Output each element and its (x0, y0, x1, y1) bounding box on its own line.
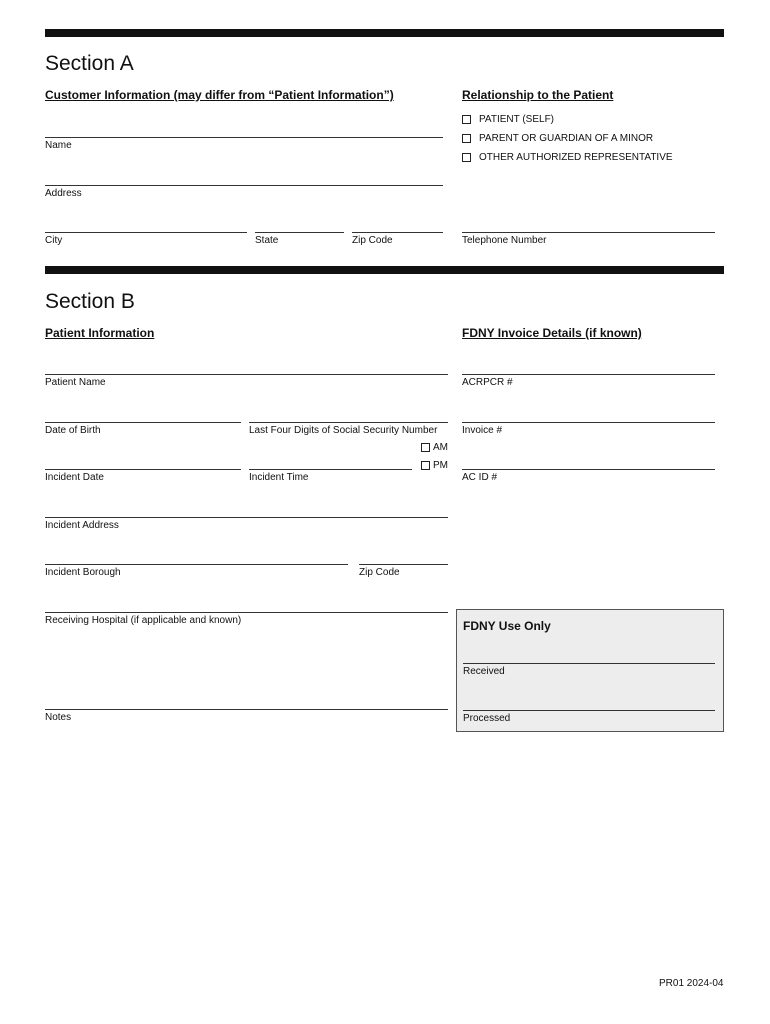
field-label: Receiving Hospital (if applicable and known) (45, 615, 242, 626)
checkbox-icon[interactable] (421, 461, 430, 470)
section-b-top-rule (45, 266, 724, 274)
field-label: AC ID # (462, 472, 498, 483)
ssn-last-four-field[interactable] (249, 422, 448, 436)
fdny-use-only-title: FDNY Use Only (463, 619, 551, 633)
customer-info-heading: Customer Information (may differ from “Patient Information”) (45, 88, 394, 102)
input-line[interactable] (45, 185, 443, 186)
am-checkbox-option[interactable] (421, 442, 448, 453)
incident-address-field[interactable] (45, 517, 448, 531)
form-code: PR01 2024-04 (659, 978, 724, 989)
checkbox-icon[interactable] (462, 134, 471, 143)
field-label: Last Four Digits of Social Security Number (249, 425, 438, 436)
field-label: Address (45, 188, 82, 199)
field-label: Zip Code (352, 235, 393, 246)
input-line[interactable] (462, 232, 715, 233)
input-line[interactable] (249, 469, 412, 470)
customer-name-field[interactable] (45, 137, 443, 151)
field-label: Zip Code (359, 567, 400, 578)
input-line[interactable] (45, 422, 241, 423)
relationship-option-label: OTHER AUTHORIZED REPRESENTATIVE (479, 152, 673, 163)
field-label: Received (463, 666, 505, 677)
field-label: State (255, 235, 279, 246)
field-label: Incident Borough (45, 567, 121, 578)
pm-checkbox-option[interactable] (421, 460, 448, 471)
relationship-option-parent-guardian[interactable] (462, 133, 653, 144)
pm-label: PM (433, 460, 448, 471)
checkbox-icon[interactable] (462, 153, 471, 162)
input-line[interactable] (462, 422, 715, 423)
input-line[interactable] (45, 564, 348, 565)
input-line[interactable] (255, 232, 344, 233)
customer-telephone-field[interactable] (462, 232, 715, 246)
acrpcr-field[interactable] (462, 374, 715, 388)
input-line[interactable] (463, 710, 715, 711)
field-label: Processed (463, 713, 511, 724)
customer-state-field[interactable] (255, 232, 344, 246)
input-line[interactable] (352, 232, 443, 233)
input-line[interactable] (45, 517, 448, 518)
input-line[interactable] (45, 709, 448, 710)
fdny-use-only-box (456, 609, 724, 732)
patient-name-field[interactable] (45, 374, 448, 388)
am-label: AM (433, 442, 448, 453)
input-line[interactable] (45, 137, 443, 138)
checkbox-icon[interactable] (421, 443, 430, 452)
relationship-option-label: PATIENT (SELF) (479, 114, 555, 125)
processed-field[interactable] (463, 710, 715, 724)
customer-city-field[interactable] (45, 232, 247, 246)
relationship-option-patient-self[interactable] (462, 114, 554, 125)
field-label: Incident Date (45, 472, 104, 483)
relationship-heading: Relationship to the Patient (462, 88, 614, 102)
input-line[interactable] (45, 612, 448, 613)
field-label: Telephone Number (462, 235, 547, 246)
ac-id-field[interactable] (462, 469, 715, 483)
field-label: Incident Address (45, 520, 119, 531)
relationship-option-label: PARENT OR GUARDIAN OF A MINOR (479, 133, 654, 144)
input-line[interactable] (462, 469, 715, 470)
field-label: City (45, 235, 63, 246)
received-field[interactable] (463, 663, 715, 677)
field-label: ACRPCR # (462, 377, 513, 388)
customer-zip-field[interactable] (352, 232, 443, 246)
field-label: Date of Birth (45, 425, 101, 436)
invoice-number-field[interactable] (462, 422, 715, 436)
incident-zip-field[interactable] (359, 564, 448, 578)
incident-borough-field[interactable] (45, 564, 348, 578)
input-line[interactable] (462, 374, 715, 375)
input-line[interactable] (45, 232, 247, 233)
input-line[interactable] (463, 663, 715, 664)
field-label: Name (45, 140, 72, 151)
relationship-option-other-representative[interactable] (462, 152, 673, 163)
section-a-title: Section A (45, 52, 134, 75)
field-label: Patient Name (45, 377, 106, 388)
date-of-birth-field[interactable] (45, 422, 241, 436)
patient-info-heading: Patient Information (45, 326, 155, 340)
incident-time-field[interactable] (249, 469, 412, 483)
section-b-title: Section B (45, 290, 135, 313)
input-line[interactable] (45, 374, 448, 375)
input-line[interactable] (45, 469, 241, 470)
section-a-top-rule (45, 29, 724, 37)
field-label: Notes (45, 712, 72, 723)
input-line[interactable] (249, 422, 448, 423)
notes-field[interactable] (45, 709, 448, 723)
checkbox-icon[interactable] (462, 115, 471, 124)
incident-date-field[interactable] (45, 469, 241, 483)
field-label: Invoice # (462, 425, 503, 436)
field-label: Incident Time (249, 472, 309, 483)
input-line[interactable] (359, 564, 448, 565)
receiving-hospital-field[interactable] (45, 612, 448, 626)
invoice-details-heading: FDNY Invoice Details (if known) (462, 326, 642, 340)
customer-address-field[interactable] (45, 185, 443, 199)
